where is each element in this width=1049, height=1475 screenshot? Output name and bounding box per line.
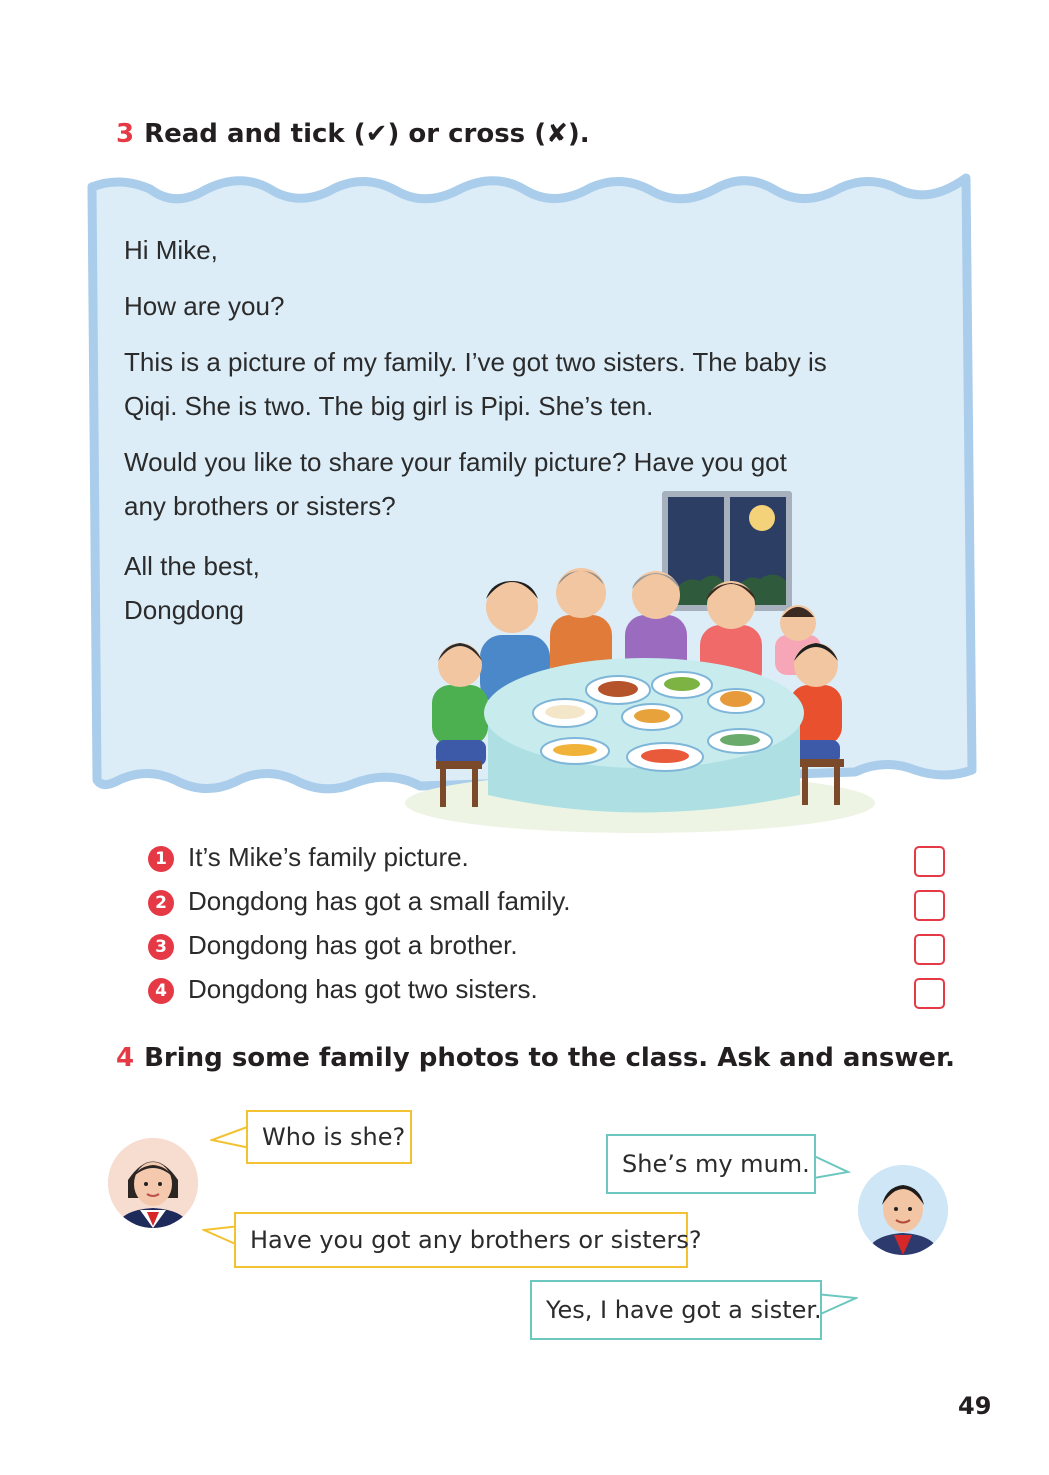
statement-text: Dongdong has got a brother.	[188, 930, 518, 960]
girl-figure	[432, 643, 488, 766]
family-dinner-illustration	[400, 485, 880, 835]
section-number: 3	[116, 119, 135, 149]
bubble-text: Who is she?	[262, 1123, 406, 1151]
statement-item	[148, 930, 518, 961]
tick-box-1[interactable]	[914, 846, 945, 877]
speech-bubble-question-1	[246, 1110, 412, 1164]
statement-item	[148, 886, 571, 917]
section-instruction: Bring some family photos to the class. Ask and answer.	[144, 1043, 956, 1073]
page-number: 49	[958, 1392, 992, 1420]
letter-closing: All the best,	[124, 551, 260, 581]
letter-greeting: Hi Mike,	[124, 235, 218, 265]
letter-line: Would you like to share your family picture? Have you got	[124, 447, 787, 477]
letter-line: This is a picture of my family. I’ve got two sisters. The baby is	[124, 347, 827, 377]
statement-item	[148, 842, 469, 873]
tick-box-4[interactable]	[914, 978, 945, 1009]
section-4-title	[116, 1043, 955, 1073]
statement-item	[148, 974, 538, 1005]
speech-bubble-question-2	[234, 1212, 702, 1268]
boy-photo-avatar	[858, 1165, 948, 1255]
tick-box-2[interactable]	[914, 890, 945, 921]
girl-photo-avatar	[108, 1138, 198, 1228]
tick-box-3[interactable]	[914, 934, 945, 965]
speech-bubble-answer-1	[606, 1134, 816, 1194]
bubble-text: Have you got any brothers or sisters?	[250, 1226, 702, 1254]
letter-line: any brothers or sisters?	[124, 491, 396, 521]
statement-number: 1	[148, 846, 174, 872]
section-instruction: Read and tick (✔) or cross (✘).	[144, 119, 590, 149]
bubble-tail	[812, 1146, 852, 1180]
statement-number: 2	[148, 890, 174, 916]
speech-bubble-answer-2	[530, 1280, 822, 1340]
letter-line: How are you?	[124, 291, 285, 321]
statement-number: 3	[148, 934, 174, 960]
statement-text: It’s Mike’s family picture.	[188, 842, 469, 872]
section-number: 4	[116, 1043, 135, 1073]
bubble-text: She’s my mum.	[622, 1150, 810, 1178]
statement-number: 4	[148, 978, 174, 1004]
letter-signature: Dongdong	[124, 595, 244, 625]
statement-text: Dongdong has got two sisters.	[188, 974, 538, 1004]
bubble-text: Yes, I have got a sister.	[546, 1296, 822, 1324]
statement-text: Dongdong has got a small family.	[188, 886, 571, 916]
letter-line: Qiqi. She is two. The big girl is Pipi. She’s ten.	[124, 391, 654, 421]
